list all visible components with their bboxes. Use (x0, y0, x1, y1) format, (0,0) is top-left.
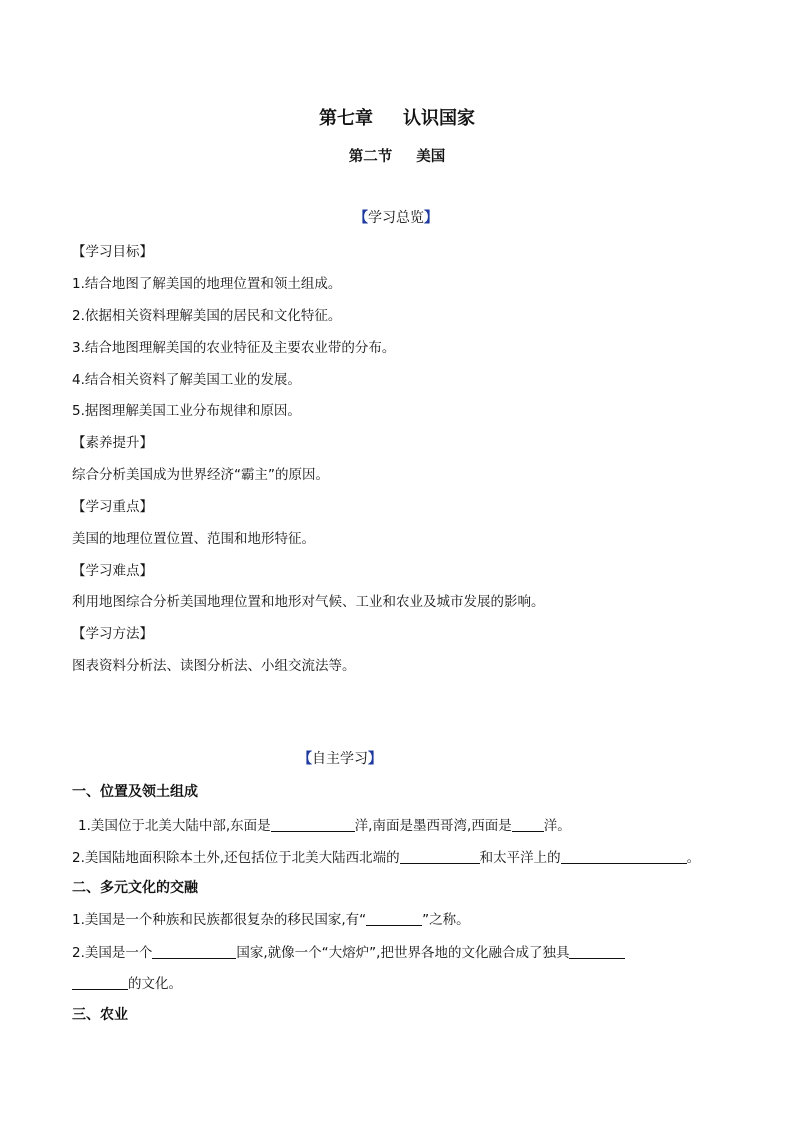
goal-item: 3.结合地图理解美国的农业特征及主要农业带的分布。 (72, 340, 396, 356)
answer-blank[interactable] (271, 817, 355, 832)
chapter-name: 认识国家 (403, 108, 475, 129)
bracket-close: 】 (424, 210, 438, 226)
section-title (0, 145, 794, 166)
chapter-number: 第七章 (319, 108, 373, 129)
answer-blank[interactable] (569, 944, 625, 959)
goals-heading: 【学习目标】 (72, 244, 153, 260)
method-heading: 【学习方法】 (72, 626, 153, 642)
answer-blank[interactable] (400, 849, 480, 864)
question-text: 1.美国是一个种族和民族都很复杂的移民国家,有“ (72, 912, 367, 928)
key-text: 美国的地理位置位置、范围和地形特征。 (72, 531, 315, 547)
goal-item: 4.结合相关资料了解美国工业的发展。 (72, 372, 301, 388)
question-text: 国家,就像一个“大熔炉”,把世界各地的文化融合成了独具 (236, 945, 570, 961)
goal-item: 2.依据相关资料理解美国的居民和文化特征。 (72, 308, 342, 324)
bracket-close: 】 (368, 751, 382, 767)
question-text: 。 (686, 850, 701, 866)
question-text: 2.美国是一个 (72, 945, 153, 961)
question-text: 1.美国位于北美大陆中部,东面是 (78, 818, 271, 834)
self-study-banner-label: 自主学习 (312, 751, 368, 767)
answer-blank[interactable] (72, 975, 128, 990)
overview-banner (354, 207, 438, 227)
question-text: 洋。 (543, 818, 571, 834)
question-text: 洋,南面是墨西哥湾,西面是 (354, 818, 512, 834)
section-name: 美国 (416, 149, 446, 165)
question-text: ”之称。 (422, 912, 470, 928)
goal-item: 5.据图理解美国工业分布规律和原因。 (72, 403, 301, 419)
question-2-1 (72, 908, 470, 928)
question-2-2-continued (72, 972, 182, 992)
literacy-text: 综合分析美国成为世界经济“霸主”的原因。 (72, 467, 329, 483)
question-1-2 (72, 846, 700, 866)
answer-blank[interactable] (512, 817, 544, 832)
method-text: 图表资料分析法、读图分析法、小组交流法等。 (72, 658, 356, 674)
self-study-banner (298, 748, 382, 768)
difficult-text: 利用地图综合分析美国地理位置和地形对气候、工业和农业及城市发展的影响。 (72, 594, 545, 610)
answer-blank[interactable] (366, 911, 422, 926)
difficult-heading: 【学习难点】 (72, 563, 153, 579)
chapter-title (0, 104, 794, 130)
key-heading: 【学习重点】 (72, 499, 153, 515)
section-number: 第二节 (348, 149, 393, 165)
bracket-open: 【 (298, 751, 312, 767)
question-text: 和太平洋上的 (479, 850, 561, 866)
answer-blank[interactable] (152, 944, 236, 959)
answer-blank[interactable] (561, 849, 687, 864)
question-2-2 (72, 941, 625, 961)
goal-item: 1.结合地图了解美国的地理位置和领土组成。 (72, 276, 342, 292)
bracket-open: 【 (354, 210, 368, 226)
question-text: 的文化。 (128, 976, 182, 992)
question-1-1 (78, 814, 571, 834)
question-text: 2.美国陆地面积除本土外,还包括位于北美大陆西北端的 (72, 850, 400, 866)
overview-banner-label: 学习总览 (368, 210, 424, 226)
literacy-heading: 【素养提升】 (72, 435, 153, 451)
section-heading-agriculture: 三、农业 (72, 1007, 128, 1023)
section-heading-location: 一、位置及领土组成 (72, 784, 198, 800)
section-heading-culture: 二、多元文化的交融 (72, 880, 198, 896)
